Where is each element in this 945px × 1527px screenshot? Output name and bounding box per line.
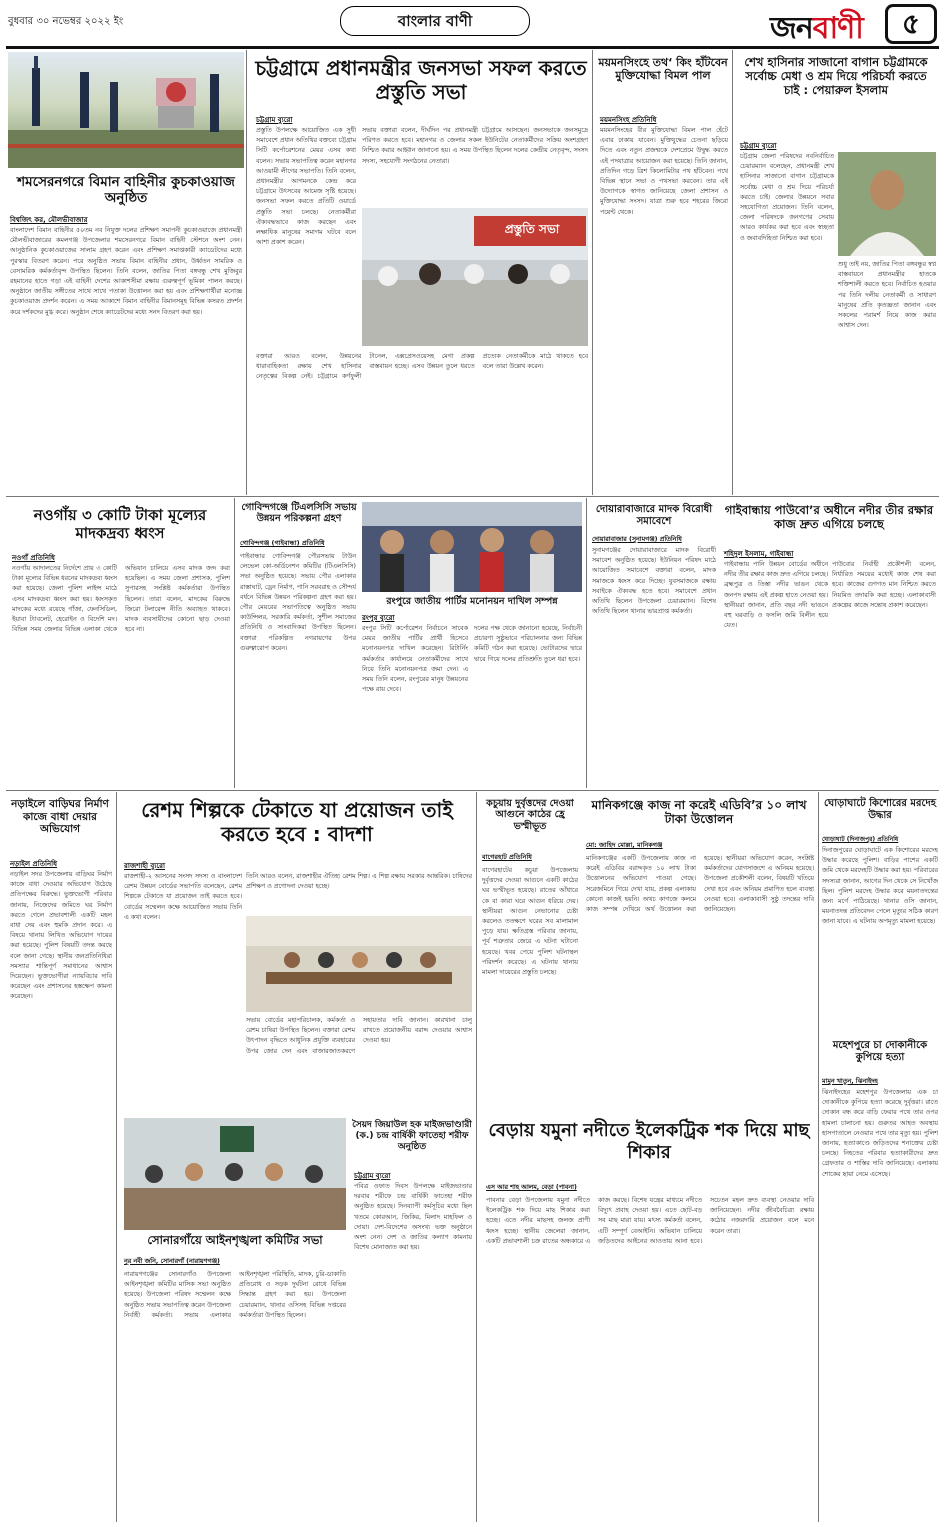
byline: ঘোড়াঘাট (দিনাজপুর) প্রতিনিধি [822, 836, 899, 843]
byline: মো: জাহিদ মোল্লা, মানিকগঞ্জ [586, 841, 663, 849]
article-body: পাউবোর নির্বাহী প্রকৌশলী বলেন, নির্ধারিত সময়ের মধ্যেই কাজ শেষ করা হবে। কাজের গুণগত মান নিশ্চিত করতে নিয়মিত তদারকি করা হচ্ছে। এলাকাবাসী প্রকল্পের কাজে সন্তোষ প্রকাশ করেছেন। [832, 561, 936, 609]
article-body: তিনি আরও বলেন, রাজশাহীর ঐতিহ্য রেশম শিল্প। এ শিল্প রক্ষায় সরকার আন্তরিক। চাষিদের প্রশিক্ষণ ও প্রণোদনা দেওয়া হচ্ছে। [246, 873, 472, 891]
headline: রেশম শিল্পকে টেকাতে যা প্রয়োজন তাই করতে হবে : বাদশা [141, 798, 453, 846]
byline: বাগেরহাট প্রতিনিধি [482, 853, 532, 861]
col-divider [732, 50, 733, 495]
article-body: বক্তারা আরও বলেন, উন্নয়নের ধারাবাহিকতা রক্ষায় শেখ হাসিনার নেতৃত্বের বিকল্প নেই। চট্টগ্রামে কর্ণফুলী টানেল, এক্সপ্রেসওয়েসহ মেগা প্রকল্প বাস্তবায়ন হচ্ছে। এসব উন্নয়ন তুলে ধরতে প্রত্যেক নেতাকর্মীকে মাঠে থাকতে হবে বলে তারা উল্লেখ করেন। [256, 353, 588, 381]
header-rule [6, 46, 939, 49]
article-body: ময়মনসিংহের বীর মুক্তিযোদ্ধা বিমল পাল হেঁটে এবার ঢাকায় যাবেন। মুক্তিযুদ্ধের চেতনা ছড়িয়ে দিতে এবং নতুন প্রজন্মকে দেশপ্রেমে উদ্বুদ্ধ করতে এই পদযাত্রার আয়োজন করা হয়েছে। তিনি জানান, প্রতিদিন গড়ে ত্রিশ কিলোমিটার পথ হাঁটবেন। পথে বিভিন্ন স্থানে সভা ও পথসভা করবেন। তার এই উদ্যোগকে স্বাগত জানিয়েছে জেলা প্রশাসন ও মুক্তিযোদ্ধা সংসদ। যাত্রা শুরু হবে শহরের জিরো পয়েন্ট থেকে। [600, 127, 728, 216]
article-body: সভায় বোর্ডের মহাপরিচালক, কর্মকর্তা ও রেশম চাষিরা উপস্থিত ছিলেন। বক্তারা রেশম উৎপাদন বৃদ্ধিতে আধুনিক প্রযুক্তি ব্যবহারের উপর জোর দেন এবং বাজারজাতকরণে সহায়তার দাবি জানান। কারখানা চালু রাখতে প্রয়োজনীয় বরাদ্দ দেওয়ার আশ্বাস দেওয়া হয়। [246, 1017, 472, 1055]
byline: রংপুর ব্যুরো [362, 614, 395, 622]
article-body: সুনামগঞ্জের দোয়ারাবাজারে মাদক বিরোধী সমাবেশ অনুষ্ঠিত হয়েছে। ইউনিয়ন পরিষদ মাঠে আয়োজিত সমাবেশে বক্তারা বলেন, মাদক সমাজকে ধ্বংস করে দিচ্ছে। যুবসমাজকে রক্ষায় সবাইকে ঐক্যবদ্ধ হতে হবে। সমাবেশে প্রধান অতিথি ছিলেন উপজেলা চেয়ারম্যান। বিশেষ অতিথি ছিলেন থানার ভারপ্রাপ্ত কর্মকর্তা। [592, 547, 716, 616]
row-divider [6, 790, 939, 791]
byline: এস আর শাহ আলম, বেড়া (পাবনা) [486, 1184, 577, 1191]
article-body: বাংলাদেশ বিমান বাহিনীর ৫০তম নব নিযুক্ত দলের প্রশিক্ষণ সমাপনী কুচকাওয়াজে প্রধানমন্ত্রী মৌলভীবাজারের কমলগঞ্জ উপজেলার শমসেরনগরে বিমান বাহিনী স্টেশনে অংশ নেন। আনুষ্ঠানিক কুচকাওয়াজের সালাম গ্রহণ করেন এবং প্রশিক্ষণ সমাপ্তকারী ক্যাডেটদের মধ্যে পুরস্কার বিতরণ করেন। পরে অনুষ্ঠিত সভায় বিমান বাহিনীর প্রধান, উর্ধ্বতন সামরিক ও বেসামরিক কর্মকর্তাবৃন্দ উপস্থিত ছিলেন। তিনি বলেন, জাতির পিতা বঙ্গবন্ধু শেখ মুজিবুর রহমানের হাতে গড়া এই বাহিনী দেশের আকাশসীমা রক্ষায় গুরুত্বপূর্ণ ভূমিকা পালন করছে। অনুষ্ঠানে জাতীয় সঙ্গীতের সাথে সাথে পতাকা উত্তোলন করা হয় এবং প্রশিক্ষণার্থীরা মনোজ্ঞ কুচকাওয়াজ প্রদর্শন করেন। এ সময় আকাশে বিমান বাহিনীর বিমানসমূহ বিভিন্ন কসরত প্রদর্শন করে দর্শকদের মুগ্ধ করে। অনুষ্ঠান শেষে ক্যাডেটদের মধ্যে সনদ বিতরণ করা হয়। [10, 227, 242, 316]
headline: নড়াইলে বাড়িঘর নির্মাণ কাজে বাধা দেয়ার অভিযোগ [11, 798, 109, 836]
article-body: পাবনার বেড়া উপজেলায় যমুনা নদীতে ইলেকট্রিক শক দিয়ে মাছ শিকার করা হচ্ছে। এতে নদীর মাছসহ জলজ প্রাণী ধ্বংস হচ্ছে। স্থানীয় জেলেরা জানান, একটি প্রভাবশালী চক্র রাতের অন্ধকারে এ কাজ করছে। বিশেষ যন্ত্রের মাধ্যমে নদীতে বিদ্যুৎ প্রবাহ দেওয়া হয়। এতে ছোট-বড় সব মাছ মারা যায়। মৎস্য কর্মকর্তা বলেন, এটি সম্পূর্ণ বেআইনি। অভিযান চালিয়ে জড়িতদের আইনের আওতায় আনা হবে। সচেতন মহল দ্রুত ব্যবস্থা নেওয়ার দাবি জানিয়েছেন। নদীর জীববৈচিত্র্য রক্ষায় কঠোর নজরদারি প্রয়োজন বলে মনে করেন তারা। [486, 1197, 814, 1245]
headline: মানিকগঞ্জে কাজ না করেই এডিবি’র ১০ লাখ টাকা উত্তোলন [591, 798, 807, 827]
headline: কচুয়ায় দুর্বৃত্তদের দেওয়া আগুনে কাঠের হ্রে ভস্মীভূত [486, 798, 574, 832]
col-divider [234, 498, 235, 788]
headline: গাইবান্ধায় পাউবো’র অধীনে নদীর তীর রক্ষার কাজ দ্রুত এগিয়ে চলছে [724, 503, 934, 531]
col-divider [476, 792, 477, 1522]
article-body: শুধু তাই নয়, জাতির পিতা বঙ্গবন্ধুর স্বপ্ন বাস্তবায়নে প্রধানমন্ত্রীর হাতকে শক্তিশালী করতে হবে। নির্বাচিত হওয়ার পর তিনি দলীয় নেতাকর্মী ও সাধারণ মানুষের প্রতি কৃতজ্ঞতা জানান এবং সকলের পরামর্শ নিয়ে কাজ করার আশ্বাস দেন। [838, 261, 936, 330]
headline: মহেশপুরে চা দোকানীকে কুপিয়ে হত্যা [832, 1040, 928, 1063]
section-title: বাংলার বাণী [340, 6, 530, 36]
headline: শেখ হাসিনার সাজানো বাগান চট্টগ্রামকে সর্বোচ্চ মেধা ও শ্রম দিয়ে পরিচর্যা করতে চাই : পেয়ারুল ইসলাম [744, 55, 928, 97]
article-body: দিনাজপুরের ঘোড়াঘাটে এক কিশোরের মরদেহ উদ্ধার করেছে পুলিশ। বাড়ির পাশের একটি জমি থেকে মরদেহটি উদ্ধার করা হয়। পরিবারের সদস্যরা জানান, আগের দিন থেকে সে নিখোঁজ ছিল। পুলিশ মরদেহ উদ্ধার করে ময়নাতদন্তের জন্য মর্গে পাঠিয়েছে। থানার ওসি জানান, ময়নাতদন্ত প্রতিবেদন পেলে মৃত্যুর সঠিক কারণ জানা যাবে। এ ঘটনায় অপমৃত্যু মামলা হয়েছে। [822, 847, 938, 926]
byline: চট্টগ্রাম ব্যুরো [256, 116, 293, 124]
headline: বেড়ায় যমুনা নদীতে ইলেকট্রিক শক দিয়ে মাছ শিকার [488, 1120, 810, 1163]
col-divider [586, 498, 587, 788]
article-body: গাইবান্ধার গোবিন্দগঞ্জ পৌরসভায় টাউন লেভেল কো-অর্ডিনেশন কমিটির (টিএলসিসি) সভা অনুষ্ঠিত হয়েছে। সভায় পৌর এলাকার রাস্তাঘাট, ড্রেন নির্মাণ, পানি সরবরাহ ও সৌন্দর্য বর্ধনে বিভিন্ন উন্নয়ন পরিকল্পনা গ্রহণ করা হয়। পৌর মেয়রের সভাপতিত্বে অনুষ্ঠিত সভায় কাউন্সিলর, সরকারি কর্মকর্তা, সুশীল সমাজের প্রতিনিধি ও সাংবাদিকরা উপস্থিত ছিলেন। বক্তারা পরিকল্পিত নগরায়ণের উপর গুরুত্বারোপ করেন। [240, 553, 356, 652]
byline: নূর নবী জনি, সোনারগাঁ (নারায়ণগঞ্জ) [124, 1258, 220, 1265]
logo-text-right: বাণী [812, 11, 863, 46]
article-body: প্রস্তুতি উপলক্ষে আয়োজিত এক সুধী সমাবেশে প্রধান অতিথির বক্তব্যে চট্টগ্রাম সিটি কর্পোরেশনের মেয়র এসব কথা বলেন। সভায় সভাপতিত্ব করেন মহানগর আওয়ামী লীগের সভাপতি। তিনি বলেন, প্রধানমন্ত্রীর আগমনকে কেন্দ্র করে চট্টগ্রামে উৎসবের আমেজ সৃষ্টি হয়েছে। জনসভা সফল করতে প্রতিটি ওয়ার্ডে প্রস্তুতি সভা চলছে। নেতাকর্মীরা ঐক্যবদ্ধভাবে কাজ করছেন এবং লক্ষাধিক মানুষের সমাগম ঘটবে বলে আশা প্রকাশ করেন। [256, 127, 356, 247]
byline: রাজশাহী ব্যুরো [124, 862, 166, 870]
photo-airforce-parade [8, 52, 244, 168]
article-body: রংপুর সিটি কর্পোরেশন নির্বাচনে সাবেক মেয়র জাতীয় পার্টির প্রার্থী হিসেবে মনোনয়নপত্র দাখিল করেছেন। রিটার্নিং কর্মকর্তার কার্যালয়ে নেতাকর্মীদের সাথে নিয়ে তিনি মনোনয়নপত্র জমা দেন। এ সময় তিনি বলেন, রংপুরের মানুষ উন্নয়নের পক্ষে রায় দেবে। [362, 625, 468, 694]
article-body: নওগাঁয় আদালতের নির্দেশে প্রায় ৩ কোটি টাকা মূল্যের বিভিন্ন ধরনের মাদকদ্রব্য ধ্বংস করা হয়েছে। জেলা পুলিশ লাইন্স মাঠে এসব মাদকদ্রব্য ধ্বংস করা হয়। ধ্বংসকৃত মাদকের মধ্যে রয়েছে গাঁজা, ফেনসিডিল, ইয়াবা ট্যাবলেট, হেরোইন ও বিদেশি মদ। বিভিন্ন সময় জেলার বিভিন্ন এলাকা থেকে অভিযান চালিয়ে এসব মাদক জব্দ করা হয়েছিল। এ সময় জেলা প্রশাসক, পুলিশ সুপারসহ সংশ্লিষ্ট কর্মকর্তারা উপস্থিত ছিলেন। তারা বলেন, মাদকের বিরুদ্ধে জিরো টলারেন্স নীতি অব্যাহত থাকবে। মাদক ব্যবসায়ীদের কোনো ছাড় দেওয়া হবে না। [12, 565, 230, 634]
article-body: রাজশাহী-২ আসনের সংসদ সদস্য ও বাংলাদেশ রেশম উন্নয়ন বোর্ডের সভাপতি বলেছেন, রেশম শিল্পকে টেকাতে যা প্রয়োজন তাই করতে হবে। বোর্ডের সম্মেলন কক্ষে আয়োজিত সভায় তিনি এ কথা বলেন। [124, 873, 242, 921]
col-divider [116, 792, 117, 1522]
article-body: দলের পক্ষ থেকে জানানো হয়েছে, নির্বাচনী প্রচারণা সুষ্ঠুভাবে পরিচালনার জন্য বিভিন্ন কমিটি গঠন করা হয়েছে। ভোটারদের দ্বারে দ্বারে গিয়ে দলের প্রতিশ্রুতি তুলে ধরা হবে। [474, 625, 582, 663]
article-body: মানিকগঞ্জের একটি উপজেলায় কাজ না করেই এডিবির বরাদ্দকৃত ১০ লাখ টাকা উত্তোলনের অভিযোগ পাওয়া গেছে। সরেজমিনে গিয়ে দেখা যায়, প্রকল্প এলাকায় কোনো কাজই হয়নি। অথচ কাগজে কলমে কাজ সম্পন্ন দেখিয়ে অর্থ উত্তোলন করা হয়েছে। স্থানীয়রা অভিযোগ করেন, সংশ্লিষ্ট কর্মকর্তাদের যোগসাজশে এ অনিয়ম হয়েছে। উপজেলা প্রকৌশলী বলেন, বিষয়টি খতিয়ে দেখা হবে এবং অনিয়ম প্রমাণিত হলে ব্যবস্থা নেওয়া হবে। এলাকাবাসী সুষ্ঠু তদন্তের দাবি জানিয়েছেন। [586, 855, 814, 913]
byline: চট্টগ্রাম ব্যুরো [740, 142, 777, 150]
headline: ঘোড়াঘাটে কিশোরের মরদেহ উদ্ধার [824, 798, 936, 821]
byline: শহিদুল ইসলাম, গাইবান্ধা [724, 550, 794, 558]
page-number: ৫ [885, 4, 937, 44]
byline: দোয়ারাবাজার (সুনামগঞ্জ) প্রতিনিধি [592, 536, 682, 543]
article-body: গাইবান্ধায় পানি উন্নয়ন বোর্ডের অধীনে নদীর তীর রক্ষার কাজ দ্রুত এগিয়ে চলছে। ব্রহ্মপুত্র ও তিস্তা নদীর ভাঙন থেকে জনপদ রক্ষায় এই প্রকল্প হাতে নেওয়া হয়। স্থানীয়রা জানান, প্রতি বছর নদী ভাঙনে বহু ঘরবাড়ি ও ফসলি জমি বিলীন হয়ে যেত। [724, 561, 828, 630]
byline: মামুন খাতুন, ঝিনাইদহ [822, 1078, 878, 1085]
photo-portrait [838, 152, 936, 256]
byline: গোবিন্দগঞ্জ (গাইবান্ধা) প্রতিনিধি [240, 539, 325, 547]
headline: গোবিন্দগঞ্জে টিএলসিসি সভায় উন্নয়ন পরিকল্পনা গ্রহণ [241, 502, 357, 525]
article-body: নারায়ণগঞ্জের সোনারগাঁও উপজেলা আইনশৃঙ্খলা কমিটির মাসিক সভা অনুষ্ঠিত হয়েছে। উপজেলা পরিষদ সম্মেলন কক্ষে অনুষ্ঠিত সভায় সভাপতিত্ব করেন উপজেলা নির্বাহী কর্মকর্তা। সভায় এলাকার আইনশৃঙ্খলা পরিস্থিতি, মাদক, চুরি-ডাকাতি প্রতিরোধ ও সড়ক দুর্ঘটনা রোধে বিভিন্ন সিদ্ধান্ত গ্রহণ করা হয়। উপজেলা চেয়ারম্যান, থানার ওসিসহ বিভিন্ন দপ্তরের কর্মকর্তারা উপস্থিত ছিলেন। [124, 1271, 346, 1319]
photo-meeting [362, 208, 588, 346]
issue-date: বুধবার ৩০ নভেম্বর ২০২২ ইং [8, 16, 124, 27]
article-body: ঝিনাইদহের মহেশপুর উপজেলায় এক চা দোকানীকে কুপিয়ে হত্যা করেছে দুর্বৃত্তরা। রাতে দোকান বন্ধ করে বাড়ি ফেরার পথে তার ওপর হামলা চালানো হয়। গুরুতর আহত অবস্থায় হাসপাতালে নেওয়ার পথে তার মৃত্যু হয়। পুলিশ জানায়, হত্যাকাণ্ডে জড়িতদের শনাক্তের চেষ্টা চলছে। নিহতের পরিবার হত্যাকারীদের দ্রুত গ্রেফতার ও শাস্তির দাবি জানিয়েছে। এলাকায় শোকের ছায়া নেমে এসেছে। [822, 1089, 938, 1178]
headline: দোয়ারাবাজারে মাদক বিরোধী সমাবেশে [595, 504, 713, 527]
byline: বিশ্বজিৎ কর, মৌলভীবাজার [10, 216, 88, 224]
byline: নড়াইল প্রতিনিধি [10, 860, 58, 868]
headline: চট্টগ্রামে প্রধানমন্ত্রীর জনসভা সফল করতে প্রস্তুতি সভা [255, 56, 587, 104]
headline: শমসেরনগরে বিমান বাহিনীর কুচকাওয়াজ অনুষ্ঠিত [17, 174, 235, 207]
photo-silk-meeting [246, 916, 472, 1012]
article-body: সভায় বক্তারা বলেন, দীর্ঘদিন পর প্রধানমন্ত্রী চট্টগ্রামে আসছেন। জনসভাকে জনসমুদ্রে পরিণত করতে হবে। মহানগর ও জেলার সকল ইউনিটের নেতাকর্মীদের সক্রিয় অংশগ্রহণ নিশ্চিত করার আহ্বান জানানো হয়। এ সময় উপস্থিত ছিলেন দলের কেন্দ্রীয় নেতৃবৃন্দ, সংসদ সদস্য, সহযোগী সংগঠনের নেতারা। [362, 127, 588, 165]
headline: নওগাঁয় ৩ কোটি টাকা মূল্যের মাদকদ্রব্য ধ্বংস [33, 506, 207, 542]
photo-nomination [362, 502, 582, 592]
byline: ময়মনসিংহ প্রতিনিধি [600, 116, 657, 124]
headline: ময়মনসিংহে তথ‘ কিং হাঁটবেন মুক্তিযোদ্ধা বিমল পাল [598, 56, 728, 83]
col-divider [592, 50, 593, 495]
logo-text-left: জন [770, 11, 813, 46]
headline: সৈয়দ জিয়াউল হক মাইজভাণ্ডারী (ক.) চন্দ্র বার্ষিকী ফাতেহা শরীফ অনুষ্ঠিত [352, 1120, 472, 1152]
photo-law-committee [124, 1118, 346, 1230]
headline: রংপুরে জাতীয় পার্টির মনোনয়ন দাখিল সম্পন্ন [386, 596, 558, 607]
article-body: বাগেরহাটের কচুয়া উপজেলায় দুর্বৃত্তদের দেওয়া আগুনে একটি কাঠের ঘর ভস্মীভূত হয়েছে। রাতের আঁধারে কে বা কারা ঘরে আগুন ধরিয়ে দেয়। স্থানীয়রা আগুন নেভানোর চেষ্টা করলেও ততক্ষণে ঘরের সব মালামাল পুড়ে যায়। ক্ষতিগ্রস্ত পরিবার জানায়, পূর্ব শত্রুতার জেরে এ ঘটনা ঘটানো হয়েছে। খবর পেয়ে পুলিশ ঘটনাস্থল পরিদর্শন করেছে। এ ঘটনায় থানায় মামলা দায়েরের প্রস্তুতি চলছে। [482, 867, 578, 976]
article-body: নড়াইল সদর উপজেলায় বাড়িঘর নির্মাণ কাজে বাধা দেওয়ার অভিযোগ উঠেছে প্রতিপক্ষের বিরুদ্ধে। ভুক্তভোগী পরিবার জানায়, নিজেদের জমিতে ঘর নির্মাণ করতে গেলে প্রভাবশালী একটি মহল বাধা দেয় এবং হুমকি প্রদান করে। এ বিষয়ে থানায় লিখিত অভিযোগ দায়ের করা হয়েছে। পুলিশ বিষয়টি তদন্ত করছে বলে জানা গেছে। স্থানীয় জনপ্রতিনিধিরা সমস্যার শান্তিপূর্ণ সমাধানের আশ্বাস দিয়েছেন। ভুক্তভোগীরা ন্যায়বিচার দাবি করেছেন এবং প্রশাসনের হস্তক্ষেপ কামনা করেছেন। [10, 871, 112, 1001]
row-divider [6, 496, 939, 497]
byline: চট্টগ্রাম ব্যুরো [354, 1172, 391, 1180]
headline: সোনারগাঁয়ে আইনশৃঙ্খলা কমিটির সভা [147, 1233, 323, 1247]
col-divider [246, 50, 247, 495]
byline: নওগাঁ প্রতিনিধি [12, 554, 55, 562]
col-divider [818, 792, 819, 1522]
article-body: চট্টগ্রাম জেলা পরিষদের নবনির্বাচিত চেয়ারম্যান বলেছেন, প্রধানমন্ত্রী শেখ হাসিনার সাজানো বাগান চট্টগ্রামকে সর্বোচ্চ মেধা ও শ্রম দিয়ে পরিচর্যা করতে চাই। জেলার উন্নয়নে সবার সহযোগিতা প্রয়োজন। তিনি বলেন, জেলা পরিষদকে জনগণের সেবায় আরও কার্যকর করা হবে এবং স্বচ্ছতা ও জবাবদিহিতা নিশ্চিত করা হবে। [740, 153, 834, 242]
article-body: পবিত্র ওফাত দিবস উপলক্ষে মাইজভাণ্ডার দরবার শরীফে চন্দ্র বার্ষিকী ফাতেহা শরীফ অনুষ্ঠিত হয়েছে। দিনব্যাপী কর্মসূচির মধ্যে ছিল খতমে কোরআন, জিকির, মিলাদ মাহফিল ও দোয়া। দেশ-বিদেশের অসংখ্য ভক্ত অনুষ্ঠানে অংশ নেন। দেশ ও জাতির কল্যাণ কামনায় বিশেষ মোনাজাত করা হয়। [354, 1183, 472, 1252]
photo-banner-text: প্রস্তুতি সভা [504, 222, 560, 236]
